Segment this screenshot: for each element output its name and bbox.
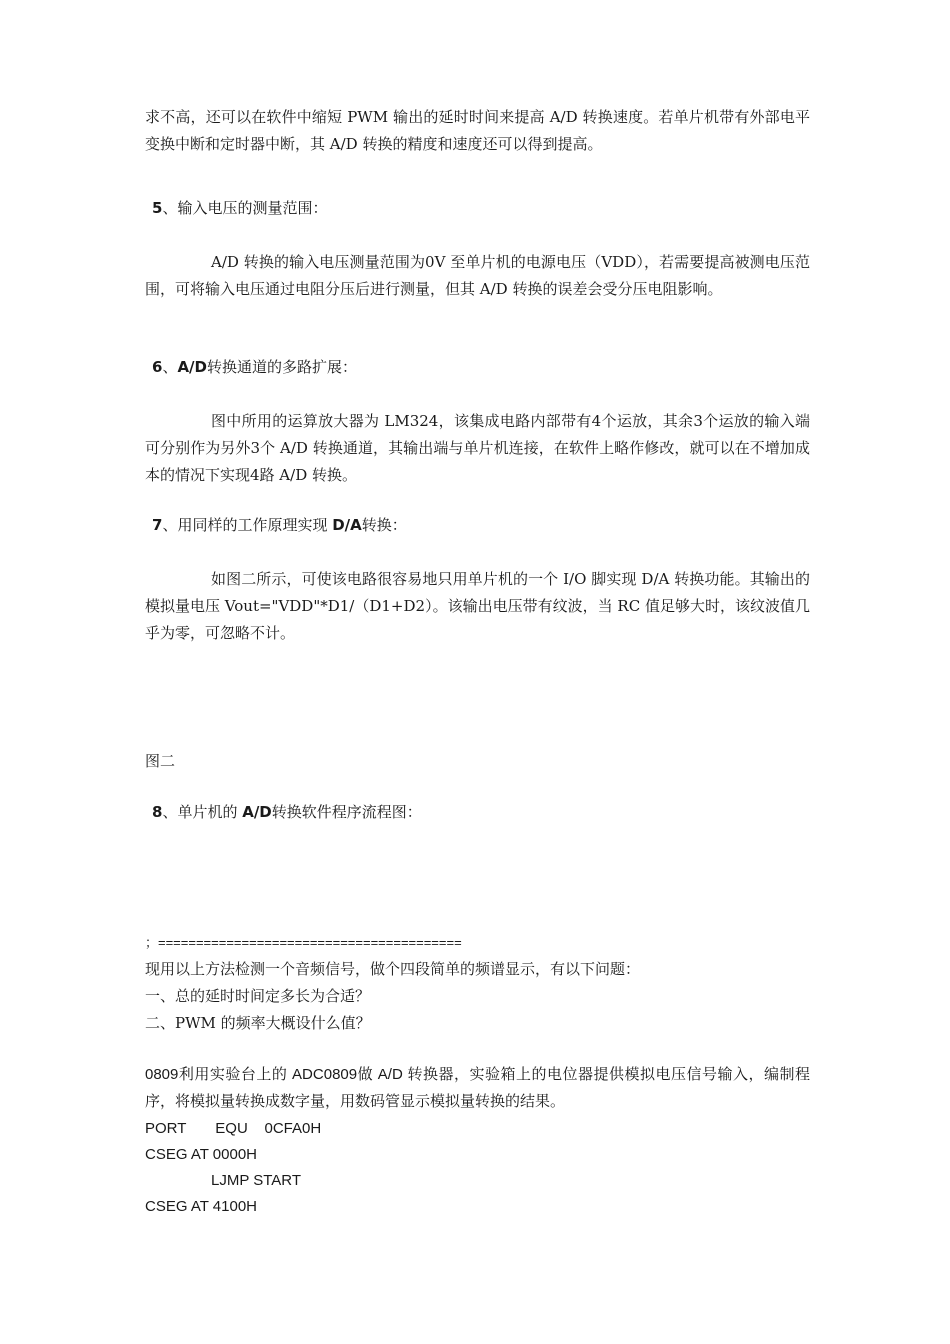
heading-text: 转换软件程序流程图： <box>271 803 422 821</box>
code-line-cseg-0000h: CSEG AT 0000H <box>145 1146 258 1163</box>
question-1: 一、总的延时时间定多长为合适？ <box>145 987 371 1005</box>
heading-number: 5 <box>152 199 163 217</box>
heading-text: 、输入电压的测量范围： <box>162 199 328 217</box>
paragraph-da-conversion: 如图二所示，可使该电路很容易地只用单片机的一个 I/O 脚实现 D/A 转换功能。其输出的模拟量电压 Vout="VDD"*D1/（D1+D2）。该输出电压带有纹波，当 RC 值足够大时，该纹波值几乎为零，可忽略不计。 <box>145 570 810 642</box>
figure-caption: 图二 <box>145 752 176 770</box>
heading-number: 8 <box>152 803 163 821</box>
heading-6-channel-expansion <box>152 356 357 378</box>
heading-8-flowchart <box>152 801 422 823</box>
heading-bold-term: A/D <box>177 358 207 376</box>
code-line-port: PORT EQU 0CFA0H <box>145 1120 322 1137</box>
questions-intro: 现用以上方法检测一个音频信号，做个四段简单的频谱显示，有以下问题： <box>145 960 641 978</box>
heading-text: 转换： <box>361 516 407 534</box>
heading-bold-term: D/A <box>332 516 362 534</box>
separator-line: ；======================================== <box>145 935 462 950</box>
code-line-cseg-4100h: CSEG AT 4100H <box>145 1198 258 1215</box>
paragraph-input-range: A/D 转换的输入电压测量范围为0V 至单片机的电源电压（VDD），若需要提高被测电压范围，可将输入电压通过电阻分压后进行测量，但其 A/D 转换的误差会受分压电阻影响。 <box>145 253 810 298</box>
heading-5-input-range <box>152 197 327 219</box>
paragraph-adc0809: 0809利用实验台上的 ADC0809做 A/D 转换器，实验箱上的电位器提供模拟电压信号输入，编制程序，将模拟量转换成数字量，用数码管显示模拟量转换的结果。 <box>145 1066 810 1110</box>
question-2: 二、PWM 的频率大概设什么值？ <box>145 1014 371 1032</box>
heading-prefix: 、单片机的 <box>162 803 243 821</box>
code-line-ljmp: LJMP START <box>211 1172 302 1189</box>
paragraph-pwm-speed: 求不高，还可以在软件中缩短 PWM 输出的延时时间来提高 A/D 转换速度。若单片机带有外部电平变换中断和定时器中断，其 A/D 转换的精度和速度还可以得到提高。 <box>145 108 810 153</box>
heading-text: 转换通道的多路扩展： <box>207 358 358 376</box>
heading-separator: 、 <box>162 358 178 376</box>
paragraph-channel-expansion: 图中所用的运算放大器为 LM324，该集成电路内部带有4个运放，其余3个运放的输入端可分别作为另外3个 A/D 转换通道，其输出端与单片机连接，在软件上略作修改，就可以在不增加成本的情况下实现4路 A/D 转换。 <box>145 412 810 484</box>
heading-7-da-conversion <box>152 514 407 536</box>
heading-number: 7 <box>152 516 163 534</box>
heading-bold-term: A/D <box>242 803 272 821</box>
heading-number: 6 <box>152 358 163 376</box>
heading-prefix: 、用同样的工作原理实现 <box>162 516 333 534</box>
